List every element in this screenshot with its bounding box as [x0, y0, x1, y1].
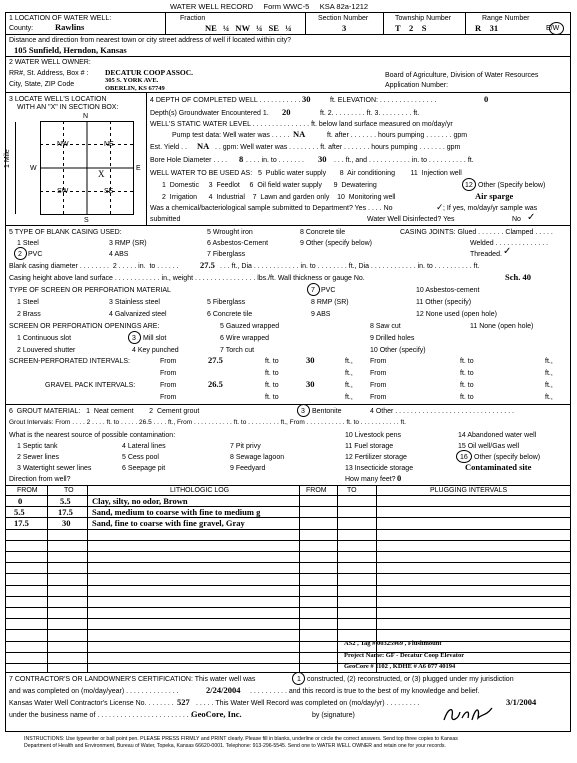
- log-header-litho: LITHOLOGIC LOG: [170, 487, 230, 494]
- screen-type-label: TYPE OF SCREEN OR PERFORATION MATERIAL: [9, 287, 171, 294]
- screen-rmp: 8 RMP (SR): [311, 299, 349, 306]
- log-header-from: FROM: [17, 487, 38, 494]
- certification-rest: constructed, (2) reconstructed, or (3) plugged under my jurisdiction: [307, 676, 514, 683]
- east-label: E: [136, 165, 141, 172]
- section-2-label: 2 WATER WELL OWNER:: [9, 59, 91, 66]
- contam-watertight: 3 Watertight sewer lines: [17, 465, 92, 472]
- range-ew: E/W: [546, 25, 560, 32]
- se-label: SE: [104, 188, 114, 195]
- feet-value: 0: [397, 473, 402, 483]
- certification-choice: 1: [297, 676, 301, 683]
- depth-value: 30: [302, 94, 311, 104]
- divider: [87, 485, 88, 672]
- log-rule: [5, 506, 571, 507]
- casing-wrought-iron: 5 Wrought iron: [207, 229, 253, 236]
- divider: [165, 12, 166, 34]
- county-label: County:: [9, 25, 34, 32]
- to-label: ft. to: [460, 382, 474, 389]
- chem-rest: ; If yes, mo/day/yr sample was: [443, 205, 538, 212]
- screen-steel: 1 Steel: [17, 299, 39, 306]
- log-header-plugging: PLUGGING INTERVALS: [430, 487, 508, 494]
- opening-other: 10 Other (specify): [370, 347, 426, 354]
- log-rule: [5, 562, 571, 563]
- casing-concrete-tile: 8 Concrete tile: [300, 229, 346, 236]
- to-label: ft. to: [265, 394, 279, 401]
- contam-lateral: 4 Lateral lines: [122, 443, 166, 450]
- screen-from: 27.5: [208, 355, 223, 365]
- log-desc: Sand, medium to coarse with fine to medium g: [92, 507, 261, 517]
- screen-fiberglass: 5 Fiberglass: [207, 299, 246, 306]
- air-sparge: Air sparge: [475, 191, 514, 201]
- screen-pvc: PVC: [321, 287, 336, 294]
- log-rule: [5, 596, 571, 597]
- to-label: ft. to: [460, 358, 474, 365]
- north-label: N: [83, 113, 89, 120]
- log-rule: [5, 495, 571, 496]
- divider: [5, 34, 571, 35]
- log-header-to: TO: [64, 487, 74, 494]
- from-label: From: [370, 370, 387, 377]
- opening-none: 11 None (open hole): [470, 323, 534, 330]
- log-rule: [5, 607, 571, 608]
- log-rule: [5, 641, 571, 642]
- owner-address: 305 S. YORK AVE.: [105, 77, 159, 84]
- circle-mark: [307, 283, 320, 296]
- contam-insecticide: 13 Insecticide storage: [345, 465, 414, 472]
- screen-to: 30: [306, 355, 315, 365]
- casing-fiberglass: 7 Fiberglass: [207, 251, 246, 258]
- section-3-label: 3 LOCATE WELL'S LOCATION: [9, 96, 107, 103]
- static-level-label: WELL'S STATIC WATER LEVEL . . . . . . . . . . . . . . . ft. below land surface measured on mo/day/yr: [150, 121, 453, 128]
- bore-rest: . . . ft., and . . . . . . . . . . . in. to . . . . . . . . . . ft.: [334, 157, 474, 164]
- direction-label: Direction from well?: [9, 476, 71, 483]
- groundwater-label: Depth(s) Groundwater Encountered 1.: [150, 110, 269, 117]
- owner-city: OBERLIN, KS 67749: [105, 85, 165, 92]
- screen-asbestos: 10 Asbestos-cement: [416, 287, 480, 294]
- to-label: ft. to: [460, 394, 474, 401]
- contam-fuel: 11 Fuel storage: [345, 443, 394, 450]
- log-desc: Sand, fine to coarse with fine gravel, Gray: [92, 518, 245, 528]
- range-value: R 31: [475, 23, 499, 33]
- from-label: From: [160, 382, 177, 389]
- to-label: ft. to: [265, 382, 279, 389]
- log-rule: [5, 652, 571, 653]
- how-many-feet: How many feet?: [345, 476, 396, 483]
- license-number: 527: [177, 697, 190, 707]
- screen-galvanized: 4 Galvanized steel: [109, 311, 167, 318]
- ft-label: ft.,: [545, 382, 553, 389]
- from-label: From: [160, 370, 177, 377]
- township-label: Township Number: [395, 15, 452, 22]
- contam-privy: 7 Pit privy: [230, 443, 261, 450]
- board-text: Board of Agriculture, Division of Water Resources: [385, 72, 539, 79]
- log-to: 30: [62, 518, 71, 528]
- casing-other: 9 Other (specify below): [300, 240, 372, 247]
- as2-tag: AS2 , Tag # 00325969 , Flushmount: [344, 640, 442, 647]
- contam-abandoned: 14 Abandoned water well: [458, 432, 537, 439]
- log-header-to2: TO: [347, 487, 357, 494]
- casing-rmp: 3 RMP (SR): [109, 240, 147, 247]
- ksa-number: KSA 82a-1212: [319, 2, 369, 11]
- opening-drilled: 9 Drilled holes: [370, 335, 415, 342]
- completed-label: and was completed on (mo/day/year) . . . . . . . . . . . . . .: [9, 688, 179, 695]
- use-row-2: 2 Irrigation 4 Industrial 7 Lawn and garden only 10 Monitoring well: [162, 194, 396, 201]
- divider: [5, 404, 571, 405]
- use-12-label: Other (Specify below): [478, 182, 546, 189]
- ft-label: ft.,: [545, 370, 553, 377]
- screen-concrete: 6 Concrete tile: [207, 311, 253, 318]
- screen-intervals-label: SCREEN-PERFORATED INTERVALS:: [9, 358, 130, 365]
- project-name: Project Name: GF - Decatur Coop Elevator: [344, 652, 465, 659]
- signature-label: by (signature): [312, 712, 355, 719]
- log-rule: [5, 540, 571, 541]
- log-header-from2: FROM: [306, 487, 327, 494]
- pump-test-label: Pump test data: Well water was . . . . .: [172, 132, 290, 139]
- casing-pvc: PVC: [28, 251, 43, 258]
- log-from: 5.5: [14, 507, 25, 517]
- contam-seepage: 6 Seepage pit: [122, 465, 166, 472]
- opening-key: 4 Key punched: [132, 347, 179, 354]
- section-1-label: 1 LOCATION OF WATER WELL:: [9, 15, 112, 22]
- city-label: City, State, ZIP Code: [9, 81, 75, 88]
- divider: [465, 12, 466, 34]
- from-label: From: [160, 358, 177, 365]
- contam-oilwell: 15 Oil well/Gas well: [458, 443, 520, 450]
- section-box: [40, 121, 134, 215]
- grout-label: 6 GROUT MATERIAL: 1 Neat cement 2 Cement grout: [9, 408, 200, 415]
- record-date: 3/1/2004: [506, 697, 537, 707]
- section-number-label: Section Number: [318, 15, 369, 22]
- contam-lagoon: 8 Sewage lagoon: [230, 454, 285, 461]
- screen-none: 12 None used (open hole): [416, 311, 497, 318]
- ft-label: ft.,: [345, 358, 353, 365]
- mile-scale: [15, 122, 16, 214]
- form-frame: [5, 12, 571, 732]
- log-rule: [5, 629, 571, 630]
- fraction-value: NE ¼ NW ¼ SE ¼: [205, 23, 292, 33]
- groundwater-rest: ft. 2. . . . . . . . . ft. 3. . . . . . . . . ft.: [320, 110, 420, 117]
- address-label: RR#, St. Address, Box # :: [9, 70, 89, 77]
- ne-label: NE: [104, 141, 114, 148]
- south-label: S: [84, 217, 89, 224]
- contam-livestock: 10 Livestock pens: [345, 432, 402, 439]
- west-label: W: [30, 165, 37, 172]
- section-number-value: 3: [342, 23, 347, 33]
- fraction-label: Fraction: [180, 15, 206, 22]
- check-icon: ✓: [436, 202, 444, 212]
- use-row-1: 1 Domestic 3 Feedlot 6 Oil field water supply 9 Dewatering: [162, 182, 377, 189]
- from-label: From: [370, 358, 387, 365]
- log-to: 17.5: [58, 507, 73, 517]
- circle-mark: [549, 22, 564, 35]
- opening-louvered: 2 Louvered shutter: [17, 347, 76, 354]
- contam-other-number: 16: [460, 454, 468, 461]
- casing-asbestos: 6 Asbestos-Cement: [207, 240, 269, 247]
- ft-label: ft.,: [345, 370, 353, 377]
- chem-question: Was a chemical/bacteriological sample submitted to Department? Yes . . . . No: [150, 205, 393, 212]
- divider: [47, 485, 48, 672]
- divider: [299, 485, 300, 672]
- wall-gauge: Sch. 40: [505, 272, 531, 282]
- log-rule: [5, 573, 571, 574]
- opening-gauzed: 5 Gauzed wrapped: [220, 323, 280, 330]
- openings-label: SCREEN OR PERFORATION OPENINGS ARE:: [9, 323, 160, 330]
- section-3-label-2: WITH AN "X" IN SECTION BOX:: [17, 104, 119, 111]
- log-from: 0: [18, 496, 23, 506]
- distance-value: 105 Sunfield, Herndon, Kansas: [14, 45, 127, 55]
- county-value: Rawlins: [55, 22, 85, 32]
- divider: [5, 225, 571, 226]
- contamination-label: What is the nearest source of possible contamination:: [9, 432, 176, 439]
- use-header: WELL WATER TO BE USED AS: 5 Public water supply 8 Air conditioning 11 Injection well: [150, 170, 462, 177]
- casing-pvc-number: 2: [18, 251, 22, 258]
- blank-casing-to: 27.5: [200, 260, 215, 270]
- log-desc: Clay, silty, no odor, Brown: [92, 496, 188, 506]
- signature: [440, 702, 500, 726]
- divider: [5, 672, 571, 673]
- divider: [337, 485, 338, 672]
- opening-torch: 7 Torch cut: [220, 347, 255, 354]
- instructions-line-2: Department of Health and Environment, Bureau of Water, Topeka, Kansas 66620-0001. Telephone: 913-296-5545. Send one to WATER WELL OWNER and retain one for your records.: [24, 743, 446, 749]
- contam-septic: 1 Septic tank: [17, 443, 58, 450]
- submitted-label: submitted: [150, 216, 181, 223]
- form-title: WATER WELL RECORD: [170, 2, 254, 11]
- divider: [305, 12, 306, 34]
- opening-continuous: 1 Continuous slot: [17, 335, 72, 342]
- contam-fertilizer: 12 Fertilizer storage: [345, 454, 407, 461]
- from-label: From: [370, 394, 387, 401]
- screen-stainless: 3 Stainless steel: [109, 299, 160, 306]
- yield-na: NA: [197, 141, 210, 151]
- log-to: 5.5: [60, 496, 71, 506]
- check-icon: ✓: [527, 212, 536, 223]
- contaminated-site: Contaminated site: [465, 462, 532, 472]
- sw-label: SW: [57, 188, 69, 195]
- casing-abs: 4 ABS: [109, 251, 129, 258]
- divider: [5, 485, 571, 486]
- casing-steel: 1 Steel: [17, 240, 39, 247]
- bore-label: Bore Hole Diameter . . . .: [150, 157, 228, 164]
- contam-other: Other (specify below): [474, 454, 541, 461]
- bore-to: 30: [318, 154, 327, 164]
- grout-bentonite-number: 3: [301, 408, 305, 415]
- circle-mark: [128, 331, 141, 344]
- from-label: From: [370, 382, 387, 389]
- divider: [5, 92, 571, 93]
- screen-abs: 9 ABS: [311, 311, 331, 318]
- opening-saw: 8 Saw cut: [370, 323, 401, 330]
- distance-label: Distance and direction from nearest town or city street address of well if located within city?: [9, 37, 292, 44]
- grout-intervals: Grout Intervals: From . . . . 2 . . . . ft. to . . . . . 26.5 . . . . ft., From . . . . . . . . . . . ft. to . . . . . . . . . ft., From . . . . . . . . . . . ft. to . . . . . . . . . . . ft.: [9, 419, 406, 426]
- joints-welded: Welded . . . . . . . . . . . . . .: [470, 240, 549, 247]
- gravel-to: 30: [306, 379, 315, 389]
- gravel-from: 26.5: [208, 379, 223, 389]
- log-rule: [5, 663, 571, 664]
- grout-bentonite: Bentonite: [312, 408, 342, 415]
- casing-height: Casing height above land surface . . . . . . . . . . . . in., weight . . . . . . . . . . . . . . . . lbs./ft. Wall thickness or gauge No.: [9, 275, 365, 282]
- groundwater-value: 20: [282, 107, 291, 117]
- pump-rest: ft. after . . . . . . . hours pumping . . . . . . . gpm: [327, 132, 468, 139]
- instructions-line-1: INSTRUCTIONS: Use typewriter or ball point pen. PLEASE PRESS FIRMLY and PRINT clearly. Please fill in blanks, underline or circle the correct answers. Send top three copies to Kansas: [24, 736, 458, 742]
- grout-other: 4 Other . . . . . . . . . . . . . . . . . . . . . . . . . . . . . . .: [370, 408, 514, 415]
- yield-label: Est. Yield . .: [150, 144, 187, 151]
- divider: [5, 56, 571, 57]
- ft-label: ft.,: [545, 394, 553, 401]
- circle-mark: [292, 672, 305, 685]
- business-name: GeoCore, Inc.: [191, 709, 242, 719]
- township-value: T 2 S: [395, 23, 427, 33]
- divider: [146, 92, 147, 225]
- ft-label: ft.,: [345, 382, 353, 389]
- depth-label: 4 DEPTH OF COMPLETED WELL . . . . . . . . . . . .: [150, 97, 305, 104]
- disinfected-no: No: [512, 216, 521, 223]
- check-icon: ✓: [503, 246, 512, 257]
- log-rule: [5, 618, 571, 619]
- use-12: 12: [465, 182, 473, 189]
- pump-na: NA: [293, 129, 306, 139]
- opening-mill-number: 3: [132, 335, 136, 342]
- bore-mid: . . . . in. to . . . . . . .: [246, 157, 304, 164]
- circle-mark: [462, 178, 476, 191]
- log-rule: [5, 517, 571, 518]
- from-label: From: [160, 394, 177, 401]
- license-label: Kansas Water Well Contractor's License No. . . . . . . .: [9, 700, 174, 707]
- circle-mark: [297, 404, 310, 417]
- application-number-label: Application Number:: [385, 82, 449, 89]
- range-label: Range Number: [482, 15, 530, 22]
- log-rule: [5, 551, 571, 552]
- screen-brass: 2 Brass: [17, 311, 41, 318]
- blank-rest: . . . ft., Dia . . . . . . . . . . . . in. to . . . . . . . . ft., Dia . . . . . . . . . . . . in. to . . . . . . . . . . ft.: [220, 263, 480, 270]
- log-from: 17.5: [14, 518, 29, 528]
- gravel-intervals-label: GRAVEL PACK INTERVALS:: [45, 382, 136, 389]
- to-label: ft. to: [265, 358, 279, 365]
- joints-threaded: Threaded.: [470, 251, 502, 258]
- owner-name: DECATUR COOP ASSOC.: [105, 68, 194, 77]
- blank-diameter-label: Blank casing diameter . . . . . . . . 2 . . . . . in. to . . . . . .: [9, 263, 179, 270]
- opening-mill: Mill slot: [143, 335, 167, 342]
- elevation-label: ft. ELEVATION: . . . . . . . . . . . . . . .: [330, 97, 437, 104]
- mile-label: 1 Mile: [4, 149, 11, 168]
- completed-date: 2/24/2004: [206, 685, 241, 695]
- form-header: [170, 3, 368, 11]
- business-label: under the business name of . . . . . . . . . . . . . . . . . . . . . . . . .: [9, 712, 193, 719]
- contam-cesspool: 5 Cess pool: [122, 454, 159, 461]
- casing-type-label: 5 TYPE OF BLANK CASING USED:: [9, 229, 122, 236]
- bore-diameter: 8: [239, 154, 244, 164]
- contam-sewer: 2 Sewer lines: [17, 454, 60, 461]
- ft-label: ft.,: [545, 358, 553, 365]
- casing-joints: CASING JOINTS: Glued . . . . . . . Clamped . . . . .: [400, 229, 553, 236]
- well-x-mark: X: [98, 169, 105, 179]
- elevation-value: 0: [484, 94, 489, 104]
- disinfected-label: Water Well Disinfected? Yes: [367, 216, 455, 223]
- completed-rest: . . . . . . . . . . and this record is true to the best of my knowledge and belief.: [250, 688, 480, 695]
- to-label: ft. to: [460, 370, 474, 377]
- screen-pvc-number: 7: [311, 287, 315, 294]
- geocore-number: GeoCore # 1102 , KDHE # A6 077 40194: [344, 663, 456, 670]
- circle-mark: [14, 247, 27, 260]
- ft-label: ft.,: [345, 394, 353, 401]
- nw-label: NW: [57, 141, 69, 148]
- to-label: ft. to: [265, 370, 279, 377]
- screen-other: 11 Other (specify): [416, 299, 472, 306]
- certification-label: 7 CONTRACTOR'S OR LANDOWNER'S CERTIFICATION: This water well was: [9, 676, 256, 683]
- divider: [383, 12, 384, 34]
- yield-rest: . . gpm: Well water was . . . . . . . . ft. after . . . . . . . hours pumping . . . . . . . gpm: [215, 144, 461, 151]
- opening-wire: 6 Wire wrapped: [220, 335, 270, 342]
- form-number: Form WWC-5: [263, 2, 310, 11]
- license-rest: . . . . . This Water Well Record was completed on (mo/day/yr) . . . . . . . . .: [196, 700, 420, 707]
- log-rule: [5, 585, 571, 586]
- log-rule: [5, 529, 571, 530]
- contam-feedyard: 9 Feedyard: [230, 465, 266, 472]
